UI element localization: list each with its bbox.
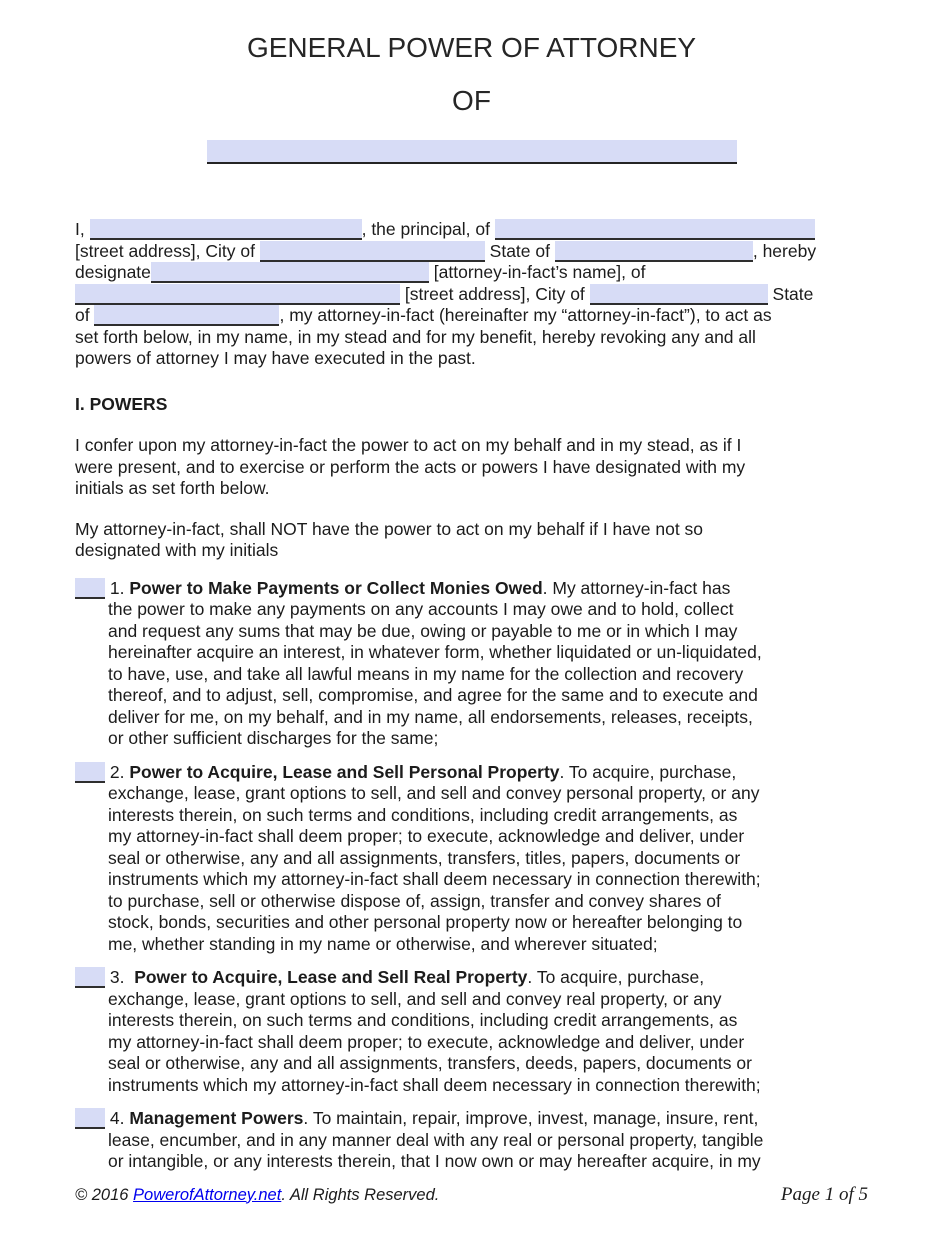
text-segment: were present, and to exercise or perform the acts or powers I have designated with my	[75, 456, 746, 477]
text-segment: My attorney-in-fact, shall NOT have the power to act on my behalf if I have not so	[75, 518, 704, 539]
text-segment: my attorney-in-fact shall deem proper; to execute, acknowledge and deliver, under	[108, 1031, 745, 1052]
initials-field-1[interactable]	[75, 578, 105, 599]
copyright-suffix: . All Rights Reserved.	[281, 1185, 440, 1204]
attorney-in-fact-name-field[interactable]	[151, 262, 429, 283]
text-segment: I confer upon my attorney-in-fact the power to act on my behalf and in my stead, as if I	[75, 435, 742, 455]
text-segment: I,	[75, 219, 90, 239]
text-segment: designate	[75, 262, 151, 282]
text-line	[108, 1075, 868, 1097]
text-segment: State of	[484, 240, 555, 261]
principal-street-address-field[interactable]	[495, 219, 815, 240]
text-line	[108, 642, 868, 664]
text-line	[108, 621, 868, 643]
text-segment: my attorney-in-fact shall deem proper; to execute, acknowledge and deliver, under	[108, 826, 745, 846]
text-segment: 4.	[105, 1108, 130, 1128]
text-segment: or other sufficient discharges for the same;	[108, 728, 439, 748]
attorney-street-address-field[interactable]	[75, 284, 400, 305]
text-segment: deliver for me, on my behalf, and in my name, all endorsements, releases, receipts,	[108, 706, 753, 727]
text-segment: hereinafter acquire an interest, in whatever form, whether liquidated or un-liquidated,	[108, 642, 762, 662]
text-segment: , the principal, of	[361, 219, 495, 239]
text-line	[108, 599, 868, 621]
text-segment: interests therein, on such terms and conditions, including credit arrangements, as	[108, 1010, 738, 1030]
text-segment: lease, encumber, and in any manner deal with any real or personal property, tangible	[108, 1129, 764, 1150]
text-line	[108, 891, 868, 913]
document-title: GENERAL POWER OF ATTORNEY	[246, 32, 697, 63]
text-line	[108, 728, 868, 750]
text-line	[75, 305, 868, 327]
text-line	[108, 685, 868, 707]
not-designated-paragraph	[75, 519, 868, 562]
powerofattorney-link[interactable]: PowerofAttorney.net	[133, 1185, 282, 1204]
text-line	[108, 1010, 868, 1032]
initials-field-3[interactable]	[75, 967, 105, 988]
text-line	[108, 1151, 868, 1173]
text-line	[108, 1053, 868, 1075]
initials-field-2[interactable]	[75, 762, 105, 783]
text-segment: initials as set forth below.	[75, 478, 270, 498]
text-segment: or intangible, or any interests therein, that I now own or may hereafter acquire, in my	[108, 1151, 761, 1171]
text-segment: powers of attorney I may have executed in the past.	[75, 348, 476, 368]
text-line	[75, 262, 868, 284]
text-segment: exchange, lease, grant options to sell, and sell and convey personal property, or any	[108, 783, 760, 803]
text-line	[108, 664, 868, 686]
initials-field-4[interactable]	[75, 1108, 105, 1129]
text-segment: set forth below, in my name, in my stead and for my benefit, hereby revoking any and all	[75, 326, 756, 347]
text-segment: . My attorney-in-fact has	[542, 577, 731, 598]
text-line	[108, 869, 868, 891]
text-line	[75, 435, 868, 457]
text-line	[75, 348, 868, 370]
page-number: Page 1 of 5	[780, 1183, 868, 1205]
text-segment: designated with my initials	[75, 540, 279, 560]
text-line	[75, 457, 868, 479]
text-segment: instruments which my attorney-in-fact shall deem necessary in connection therewith;	[108, 869, 761, 889]
text-line	[108, 805, 868, 827]
text-line	[108, 783, 868, 805]
text-line	[108, 848, 868, 870]
text-segment: , hereby	[752, 240, 817, 261]
text-line	[75, 967, 868, 989]
copyright-notice	[75, 1185, 439, 1207]
power-title-text: Power to Acquire, Lease and Sell Personal Property	[129, 761, 560, 782]
principal-name-field[interactable]	[90, 219, 362, 240]
text-line	[75, 762, 868, 784]
power-title-text: Power to Acquire, Lease and Sell Real Property	[134, 967, 528, 987]
power-title-text: Management Powers	[129, 1108, 304, 1128]
text-line	[75, 1108, 868, 1130]
text-line	[75, 241, 868, 263]
powers-list	[75, 578, 868, 1173]
text-segment: stock, bonds, securities and other personal property now or hereafter belonging to	[108, 912, 743, 932]
text-line	[108, 1130, 868, 1152]
text-segment: to have, use, and take all lawful means in my name for the collection and recovery	[108, 663, 744, 684]
text-segment: [attorney-in-fact’s name], of	[428, 262, 646, 282]
text-line	[108, 1032, 868, 1054]
text-segment: thereof, and to adjust, sell, compromise, and agree for the same and to execute and	[108, 685, 758, 705]
text-line	[108, 934, 868, 956]
attorney-state-field[interactable]	[94, 305, 279, 326]
text-line	[75, 478, 868, 500]
principal-state-field[interactable]	[555, 241, 753, 262]
text-segment: instruments which my attorney-in-fact shall deem necessary in connection therewith;	[108, 1074, 761, 1095]
text-segment: State	[767, 283, 814, 304]
powers-item-1	[105, 577, 868, 750]
text-line	[108, 707, 868, 729]
powers-section-heading: I. POWERS	[75, 393, 168, 414]
text-line	[75, 540, 868, 562]
text-segment: to purchase, sell or otherwise dispose of, assign, transfer and convey shares of	[108, 890, 721, 911]
text-line	[108, 912, 868, 934]
powers-item-4	[105, 1108, 868, 1173]
confer-powers-paragraph	[75, 435, 868, 500]
powers-item-2	[105, 761, 868, 956]
text-segment: seal or otherwise, any and all assignments, transfers, deeds, papers, documents or	[108, 1053, 752, 1073]
text-segment: [street address], City of	[75, 240, 260, 261]
attorney-city-field[interactable]	[590, 284, 768, 305]
powers-item-3	[105, 967, 868, 1096]
text-segment: interests therein, on such terms and conditions, including credit arrangements, as	[108, 804, 738, 825]
text-segment: . To acquire, purchase,	[527, 967, 705, 987]
text-segment: 1.	[105, 577, 130, 598]
text-segment: the power to make any payments on any accounts I may owe and to hold, collect	[108, 599, 734, 619]
document-subtitle-of: OF	[452, 85, 491, 116]
text-segment: , my attorney-in-fact (hereinafter my “attorney-in-fact”), to act as	[279, 305, 772, 325]
text-line	[75, 578, 868, 600]
state-name-field[interactable]	[207, 140, 737, 164]
text-line	[75, 284, 868, 306]
power-title-text: Power to Make Payments or Collect Monies Owed	[129, 577, 543, 598]
text-segment: . To maintain, repair, improve, invest, manage, insure, rent,	[303, 1108, 759, 1128]
text-line	[108, 989, 868, 1011]
copyright-prefix: © 2016	[75, 1185, 134, 1204]
text-segment: of	[75, 305, 95, 325]
text-segment: and request any sums that may be due, owing or payable to me or in which I may	[108, 620, 738, 641]
text-segment: 3.	[105, 967, 135, 987]
text-segment: seal or otherwise, any and all assignments, transfers, titles, papers, documents or	[108, 847, 741, 868]
principal-city-field[interactable]	[260, 241, 485, 262]
text-line	[75, 219, 868, 241]
text-line	[108, 826, 868, 848]
text-segment: exchange, lease, grant options to sell, and sell and convey real property, or any	[108, 988, 722, 1009]
page-footer	[75, 1184, 868, 1207]
intro-paragraph	[75, 219, 868, 370]
text-segment: me, whether standing in my name or otherwise, and wherever situated;	[108, 933, 658, 954]
text-line	[75, 327, 868, 349]
text-segment: [street address], City of	[400, 283, 590, 304]
text-segment: 2.	[105, 761, 130, 782]
text-segment: . To acquire, purchase,	[559, 761, 737, 782]
text-line	[75, 519, 868, 541]
